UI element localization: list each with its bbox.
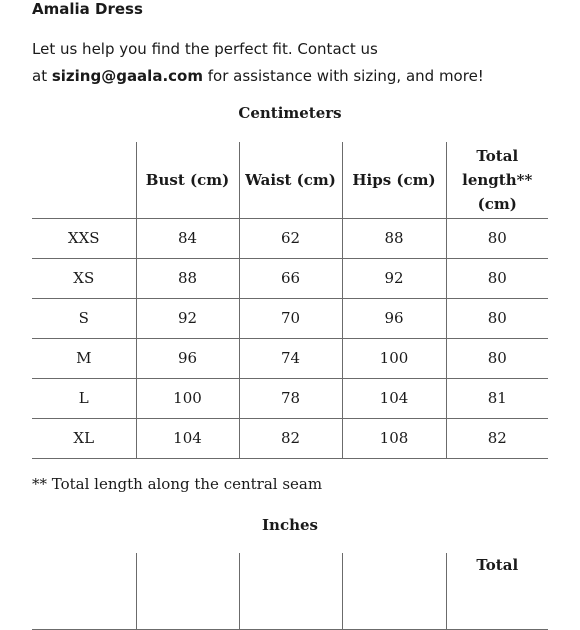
intro-line-2 (32, 63, 562, 90)
table-row (32, 378, 548, 418)
waist-cell: 82 (239, 418, 342, 458)
table-row (32, 218, 548, 258)
hips-column-header: Hips (cm) (342, 142, 446, 218)
hips-cell: 104 (342, 378, 446, 418)
inches-title: Inches (262, 516, 318, 534)
size-column-header (32, 553, 136, 629)
length-cell: 80 (446, 338, 548, 378)
length-header-line-1: Total (476, 556, 519, 574)
bust-cell: 84 (136, 218, 239, 258)
table-row (32, 338, 548, 378)
intro-prefix: at (32, 67, 52, 85)
hips-column-header (342, 553, 446, 629)
size-cell: XXS (32, 218, 136, 258)
waist-cell: 66 (239, 258, 342, 298)
size-cell: M (32, 338, 136, 378)
inches-size-table (32, 553, 548, 630)
waist-cell: 74 (239, 338, 342, 378)
size-cell: L (32, 378, 136, 418)
length-column-header (446, 553, 548, 629)
bust-cell: 92 (136, 298, 239, 338)
length-header-line-1: Total (476, 146, 519, 165)
length-cell: 80 (446, 218, 548, 258)
length-column-header (446, 142, 548, 218)
hips-cell: 88 (342, 218, 446, 258)
waist-column-header (239, 553, 342, 629)
bust-cell: 100 (136, 378, 239, 418)
waist-cell: 62 (239, 218, 342, 258)
length-header-line-2: length** (462, 170, 533, 189)
size-cell: S (32, 298, 136, 338)
bust-cell: 88 (136, 258, 239, 298)
centimeters-size-table (32, 142, 548, 459)
intro-line-1: Let us help you find the perfect fit. Contact us (32, 40, 378, 58)
length-footnote: ** Total length along the central seam (32, 475, 323, 493)
table-row (32, 298, 548, 338)
product-title: Amalia Dress (32, 0, 143, 18)
length-cell: 82 (446, 418, 548, 458)
table-row (32, 418, 548, 458)
length-cell: 81 (446, 378, 548, 418)
hips-cell: 108 (342, 418, 446, 458)
hips-cell: 92 (342, 258, 446, 298)
waist-column-header: Waist (cm) (239, 142, 342, 218)
centimeters-title: Centimeters (238, 104, 342, 122)
length-cell: 80 (446, 258, 548, 298)
bust-column-header (136, 553, 239, 629)
bust-cell: 96 (136, 338, 239, 378)
table-header-row (32, 142, 548, 218)
length-cell: 80 (446, 298, 548, 338)
waist-cell: 78 (239, 378, 342, 418)
hips-cell: 100 (342, 338, 446, 378)
hips-cell: 96 (342, 298, 446, 338)
size-cell: XL (32, 418, 136, 458)
table-header-row (32, 553, 548, 629)
size-column-header (32, 142, 136, 218)
length-header-line-3: (cm) (477, 194, 517, 213)
intro-suffix: for assistance with sizing, and more! (202, 67, 484, 85)
bust-column-header: Bust (cm) (136, 142, 239, 218)
sizing-email: sizing@gaala.com (51, 67, 203, 85)
waist-cell: 70 (239, 298, 342, 338)
size-cell: XS (32, 258, 136, 298)
intro-text (32, 36, 562, 90)
table-row (32, 258, 548, 298)
bust-cell: 104 (136, 418, 239, 458)
